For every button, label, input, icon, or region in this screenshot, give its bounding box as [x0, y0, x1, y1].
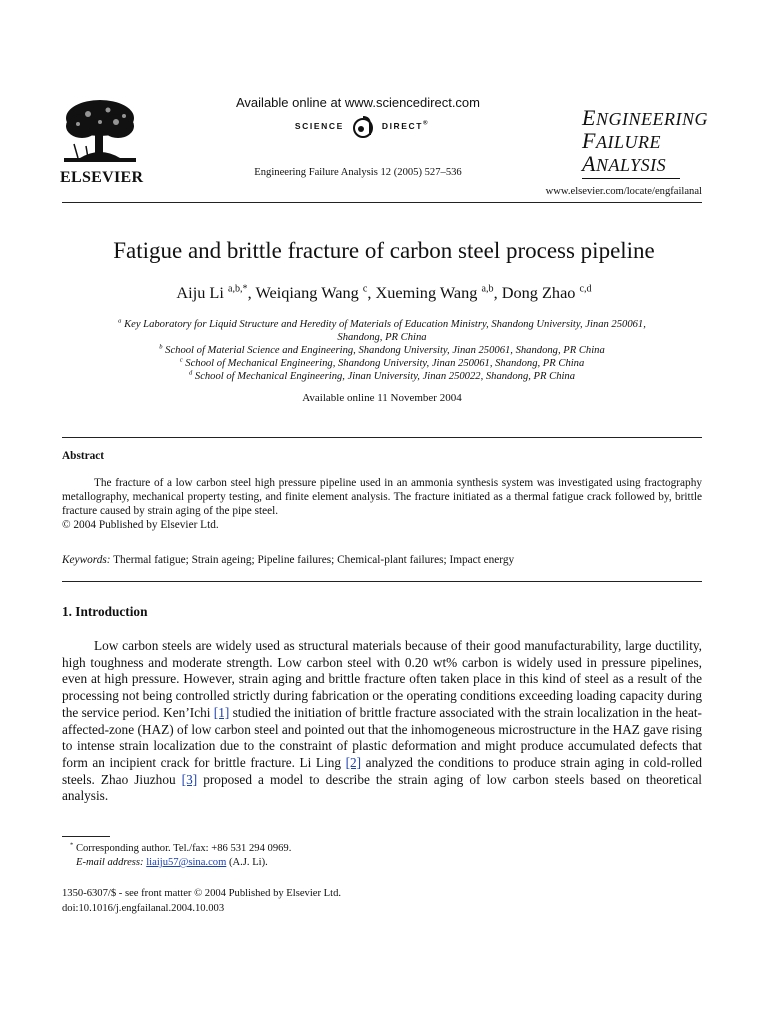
- author-list: [40, 283, 728, 303]
- email-link[interactable]: liaiju57@sina.com: [146, 857, 227, 868]
- sciencedirect-logo: SCIENCE DIRECT®: [262, 113, 462, 139]
- footnote-rule: [62, 836, 110, 837]
- affiliation-d: $^d$ School of Mechanical Engineering, Jinan University, Jinan 250022, Shandong, PR China: [188, 369, 576, 382]
- article-title: Fatigue and brittle fracture of carbon steel process pipeline: [113, 238, 655, 263]
- journal-title-line3-cap: A: [582, 151, 596, 176]
- citation-link-3[interactable]: [3]: [181, 771, 198, 787]
- author-3: Xueming Wang $^{a,b}$,: [375, 283, 502, 302]
- affiliation-a-cont: Shandong, PR China: [337, 332, 427, 343]
- sciencedirect-left: SCIENCE: [294, 121, 344, 131]
- header-divider: [62, 202, 702, 203]
- journal-title-line3: NALYSIS: [595, 155, 667, 175]
- elsevier-logo: [60, 96, 144, 186]
- affiliation-a: $^a$ Key Laboratory for Liquid Structure and Heredity of Materials of Education Ministry, Shandong University, Jinan 250061,: [118, 317, 646, 330]
- journal-title-line1: NGINEERING: [595, 109, 708, 129]
- citation-link-1[interactable]: [1]: [213, 704, 230, 720]
- issn-line: 1350-6307/$ - see front matter © 2004 Published by Elsevier Ltd.: [62, 888, 342, 899]
- keywords-list: Thermal fatigue; Strain ageing; Pipeline failures; Chemical-plant failures; Impact energy: [113, 554, 515, 566]
- intro-paragraph: Low carbon steels are widely used as structural materials because of their good manufacturability, large ductility, high toughness and moderate strength. Low carbon steel with 0.20 wt% carbon is widely used in pressure pipelines, even at high pressure. However, strain aging and brittle fracture often taken place in this kind of steel as a result of the processing not being controlled strictly during fabrication or the operating conditions exceeding loading capacity during the service period. Ken’Ichi [1] studied the initiation of brittle fracture associated with the strain localization in the heat-affected-zone (HAZ) of low carbon steel and pointed out that the inhomogeneous microstructure in the HAZ gave rising to intense strain localization due to the constraint of plastic deformation and might produce accumulated defects that form an incipient crack for brittle fracture. Li Ling [2] analyzed the conditions to produce strain aging in cold-rolled steels. Zhao Jiuzhou [3] proposed a model to describe the strain aging of low carbon steels based on theoretical analysis.: [62, 638, 703, 804]
- abstract-heading: Abstract: [62, 450, 105, 462]
- journal-title-line1-cap: E: [582, 105, 596, 130]
- journal-citation: Engineering Failure Analysis 12 (2005) 527–536: [254, 167, 462, 178]
- journal-url[interactable]: www.elsevier.com/locate/engfailanal: [545, 186, 702, 197]
- journal-title-line2: AILURE: [595, 132, 661, 152]
- abstract-copyright: © 2004 Published by Elsevier Ltd.: [62, 519, 219, 531]
- intro-heading: 1. Introduction: [62, 604, 148, 619]
- footnote: [62, 842, 702, 870]
- author-1: Aiju Li $^{a,b,*}$,: [176, 283, 256, 302]
- author-4: Dong Zhao $^{c,d}$: [501, 283, 592, 302]
- elsevier-tree-icon: [60, 96, 140, 166]
- email-label: E-mail address:: [76, 857, 144, 868]
- abstract-text: The fracture of a low carbon steel high pressure pipeline used in an ammonia synthesis system was investigated using fractography metallography, mechanical property testing, and finite element analysis. The fracture initiated as a thermal fatigue crack followed by, brittle fracture caused by strain aging of the pipe steel.: [62, 477, 702, 517]
- keywords: [62, 554, 702, 566]
- affiliation-c: $^c$ School of Mechanical Engineering, Shandong University, Jinan 250061, Shandong, PR China: [179, 356, 585, 369]
- publisher-name: ELSEVIER: [60, 169, 144, 186]
- journal-title-underline: [582, 178, 680, 179]
- abstract-bottom-rule: [62, 581, 702, 582]
- sciencedirect-right: DIRECT: [381, 121, 424, 131]
- abstract-top-rule: [62, 437, 702, 438]
- abstract-body: [62, 476, 702, 532]
- doi-line[interactable]: doi:10.1016/j.engfailanal.2004.10.003: [62, 903, 225, 914]
- available-online-url[interactable]: Available online at www.sciencedirect.com: [236, 95, 480, 110]
- author-2: Weiqiang Wang $^c$,: [255, 283, 376, 302]
- sciencedirect-d-icon: [348, 113, 378, 139]
- available-online-date: Available online 11 November 2004: [302, 392, 462, 404]
- affiliation-b: $^b$ School of Material Science and Engineering, Shandong University, Jinan 250061, Shandong, PR China: [159, 343, 605, 356]
- corresponding-author: * Corresponding author. Tel./fax: +86 531 294 0969.: [70, 841, 292, 854]
- affiliations: [62, 318, 702, 383]
- journal-title-logo: [582, 107, 712, 179]
- email-line: E-mail address: liaiju57@sina.com (A.J. Li).: [76, 857, 268, 868]
- keywords-label: Keywords:: [62, 554, 111, 566]
- journal-title-line2-cap: F: [582, 128, 596, 153]
- citation-link-2[interactable]: [2]: [345, 754, 362, 770]
